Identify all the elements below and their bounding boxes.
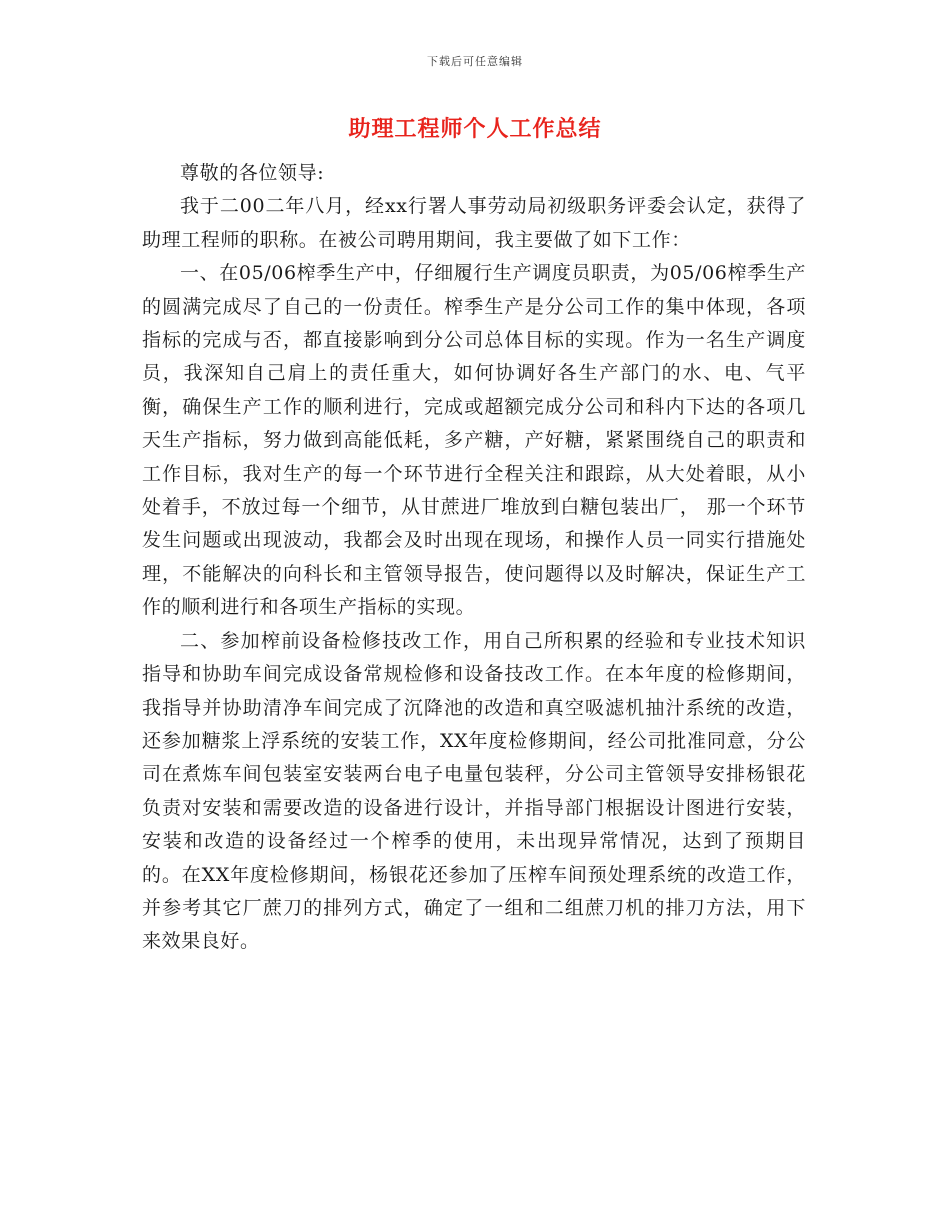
paragraph-section-two: 二、参加榨前设备检修技改工作，用自己所积累的经验和专业技术知识指导和协助车间完成设备常规检修和设备技改工作。在本年度的检修期间，我指导并协助清净车间完成了沉降池的改造和真空吸滤机抽汁系统的改造，还参加糖浆上浮系统的安装工作，XX年度检修期间，经公司批准同意，分公司在煮炼车间包装室安装两台电子电量包装秤，分公司主管领导安排杨银花负责对安装和需要改造的设备进行设计，并指导部门根据设计图进行安装，安装和改造的设备经过一个榨季的使用，未出现异常情况，达到了预期目的。在XX年度检修期间，杨银花还参加了压榨车间预处理系统的改造工作，并参考其它厂蔗刀的排列方式，确定了一组和二组蔗刀机的排刀方法，用下来效果良好。 [142,629,806,953]
header-note: 下载后可任意编辑 [427,55,523,68]
paragraph-section-one: 一、在05/06榨季生产中，仔细履行生产调度员职责，为05/06榨季生产的圆满完成尽了自己的一份责任。榨季生产是分公司工作的集中体现，各项指标的完成与否，都直接影响到分公司总体目标的实现。作为一名生产调度员，我深知自己肩上的责任重大，如何协调好各生产部门的水、电、气平衡，确保生产工作的顺利进行，完成或超额完成分公司和科内下达的各项几天生产指标，努力做到高能低耗，多产糖，产好糖，紧紧围绕自己的职责和工作目标，我对生产的每一个环节进行全程关注和跟踪，从大处着眼，从小处着手，不放过每一个细节，从甘蔗进厂堆放到白糖包装出厂， 那一个环节发生问题或出现波动，我都会及时出现在现场，和操作人员一同实行措施处理，不能解决的向科长和主管领导报告，使问题得以及时解决，保证生产工作的顺利进行和各项生产指标的实现。 [142,262,806,619]
document-body [142,157,806,959]
paragraph-intro: 我于二00二年八月，经xx行署人事劳动局初级职务评委会认定，获得了助理工程师的职称。在被公司聘用期间，我主要做了如下工作： [142,195,806,251]
document-title: 助理工程师个人工作总结 [348,116,602,142]
salutation: 尊敬的各位领导: [180,162,325,184]
